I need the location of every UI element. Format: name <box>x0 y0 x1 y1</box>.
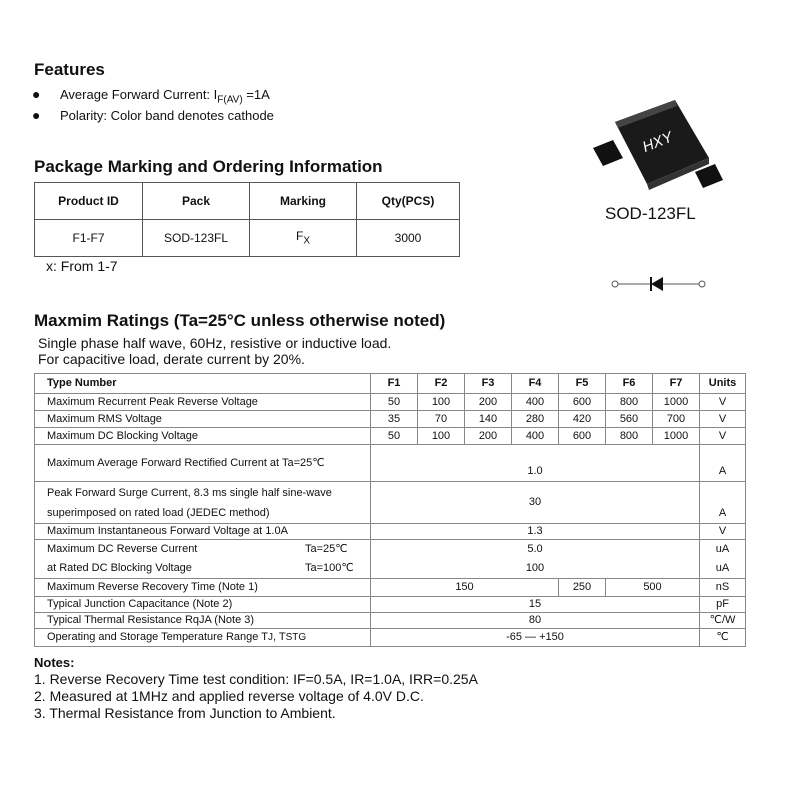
bullet-icon: ● <box>32 86 41 102</box>
ordering-header: Qty(PCS) <box>357 183 460 220</box>
ratings-row-capacitance: Typical Junction Capacitance (Note 2) 15 pF <box>35 597 746 613</box>
ratings-subtitle-1: Single phase half wave, 60Hz, resistive or inductive load. <box>38 335 392 351</box>
ratings-row-temp: Operating and Storage Temperature Range TJ, TSTG -65 — +150 ℃ <box>35 629 746 647</box>
ratings-row-fwd-voltage: Maximum Instantaneous Forward Voltage at 1.0A 1.3 V <box>35 524 746 540</box>
feature-item-current: ● Average Forward Current: $I_{F(AV)} =1A$ <box>32 86 270 106</box>
diode-symbol-icon <box>610 272 710 296</box>
ordering-cell: F1-F7 <box>35 220 143 257</box>
ratings-header: Type Number <box>35 374 371 394</box>
ratings-header-row <box>35 374 746 394</box>
ordering-table <box>34 182 460 257</box>
ratings-row-surge: Peak Forward Surge Current, 8.3 ms single half sine-wave superimposed on rated load (JEDEC method) 30 A <box>35 482 746 524</box>
ratings-row: Maximum Recurrent Peak Reverse Voltage 50 100 200 400 600 800 1000 V <box>35 394 746 411</box>
ordering-cell-marking: $F_X$ <box>250 220 357 257</box>
ordering-header: Marking <box>250 183 357 220</box>
ratings-row-recovery: Maximum Reverse Recovery Time (Note 1) 150 250 500 nS <box>35 579 746 597</box>
ratings-row-thermal: Typical Thermal Resistance RqJA (Note 3) 80 ℃/W <box>35 613 746 629</box>
ratings-header: F7 <box>653 374 700 394</box>
ordering-header: Product ID <box>35 183 143 220</box>
ratings-header: F6 <box>606 374 653 394</box>
ratings-header: F1 <box>371 374 418 394</box>
notes-heading: Notes: <box>34 655 75 670</box>
ratings-row: Maximum DC Blocking Voltage 50 100 200 400 600 800 1000 V <box>35 428 746 445</box>
ratings-table <box>34 373 746 647</box>
ordering-footnote: x: From 1-7 <box>46 258 118 274</box>
note-item: 1. Reverse Recovery Time test condition: IF=0.5A, IR=1.0A, IRR=0.25A <box>34 671 478 687</box>
features-heading: Features <box>34 60 105 79</box>
ratings-row: Maximum RMS Voltage 35 70 140 280 420 560 700 V <box>35 411 746 428</box>
note-item: 2. Measured at 1MHz and applied reverse voltage of 4.0V D.C. <box>34 688 424 704</box>
ratings-header: Units <box>700 374 746 394</box>
ratings-header: F3 <box>465 374 512 394</box>
package-marking: HXY <box>640 128 676 156</box>
package-image <box>585 100 735 195</box>
note-item: 3. Thermal Resistance from Junction to Ambient. <box>34 705 336 721</box>
ratings-header: F5 <box>559 374 606 394</box>
package-label: SOD-123FL <box>605 204 696 223</box>
ordering-cell: SOD-123FL <box>143 220 250 257</box>
ratings-row-rev-current: Maximum DC Reverse Current Ta=25℃ at Rated DC Blocking Voltage Ta=100℃ 5.0 100 uA uA <box>35 540 746 579</box>
feature-item-polarity: ● Polarity: Color band denotes cathode <box>32 107 274 123</box>
ordering-heading: Package Marking and Ordering Information <box>34 157 383 176</box>
ordering-header: Pack <box>143 183 250 220</box>
ordering-cell: 3000 <box>357 220 460 257</box>
ratings-heading: Maxmim Ratings (Ta=25°C unless otherwise noted) <box>34 311 446 330</box>
ratings-header: F2 <box>418 374 465 394</box>
ratings-header: F4 <box>512 374 559 394</box>
ratings-subtitle-2: For capacitive load, derate current by 20%. <box>38 351 305 367</box>
bullet-icon: ● <box>32 107 41 123</box>
ratings-row-avg-current: Maximum Average Forward Rectified Current at Ta=25℃ 1.0 A <box>35 445 746 482</box>
